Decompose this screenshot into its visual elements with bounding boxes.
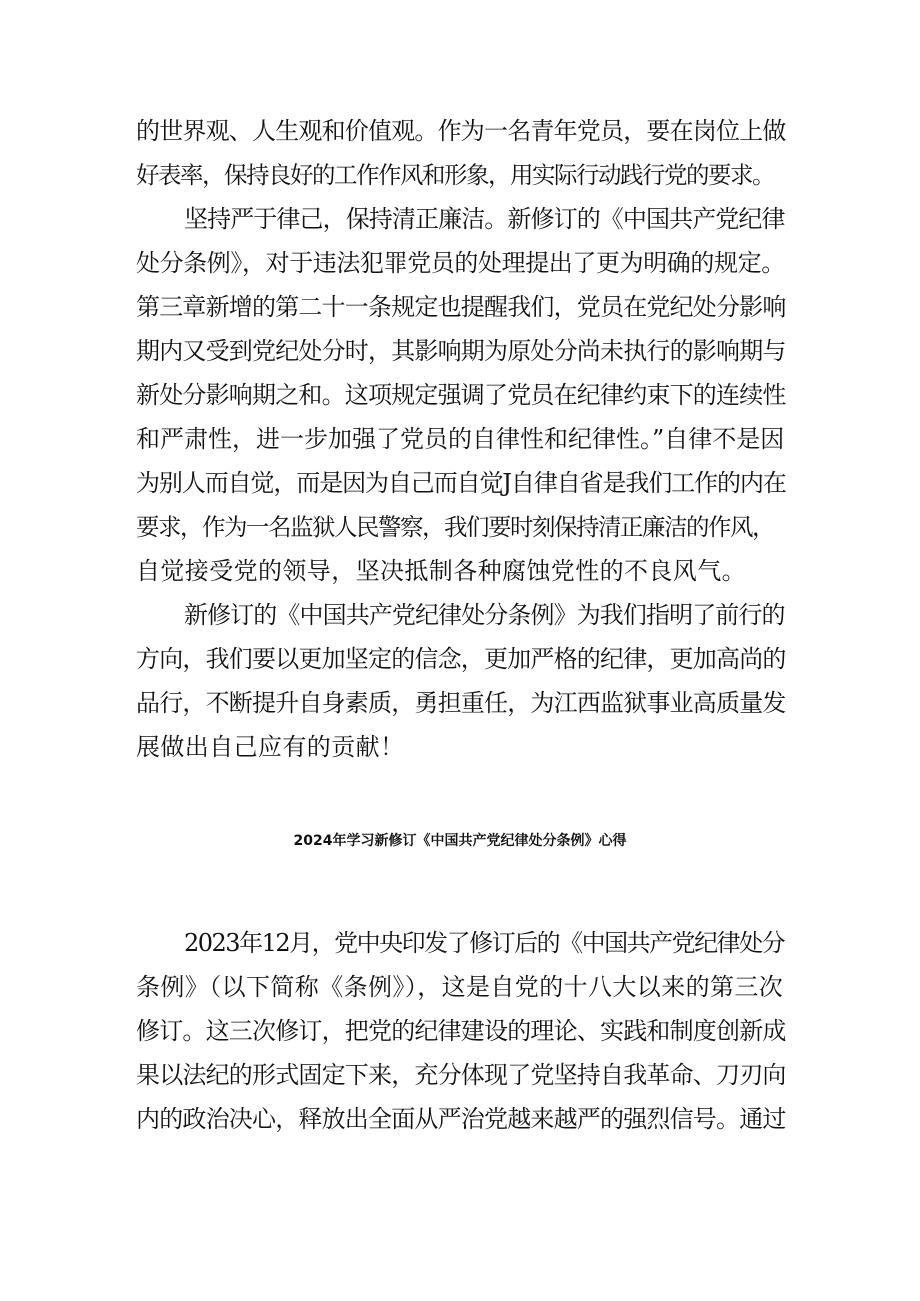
paragraph-line: 第三章新增的第二十一条规定也提醒我们，党员在党纪处分影响 — [136, 293, 786, 321]
paragraph-line: 内的政治决心，释放出全面从严治党越来越严的强烈信号。通过 — [136, 1105, 786, 1133]
paragraph-line: 新修订的《中国共产党纪律处分条例》为我们指明了前行的 — [184, 601, 785, 629]
paragraph-line: 展做出自己应有的贡献！ — [136, 733, 405, 761]
paragraph-line: 新处分影响期之和。这项规定强调了党员在纪律约束下的连续性 — [136, 381, 786, 409]
paragraph-line: 方向，我们要以更加坚定的信念，更加严格的纪律，更加高尚的 — [136, 645, 786, 673]
paragraph-line: 处分条例》，对于违法犯罪党员的处理提出了更为明确的规定。 — [136, 249, 785, 277]
paragraph-line: 果以法纪的形式固定下来，充分体现了党坚持自我革命、刀刃向 — [136, 1061, 786, 1089]
paragraph-line: 的世界观、人生观和价值观。作为一名青年党员，要在岗位上做 — [136, 117, 786, 145]
paragraph-line: 和严肃性，进一步加强了党员的自律性和纪律性。”自律不是因 — [136, 425, 785, 453]
paragraph-line: 2023年12月，党中央印发了修订后的《中国共产党纪律处分 — [184, 929, 785, 957]
paragraph-line: 要求，作为一名监狱人民警察，我们要时刻保持清正廉洁的作风， — [136, 513, 774, 541]
paragraph-line: 期内又受到党纪处分时，其影响期为原处分尚未执行的影响期与 — [136, 337, 786, 365]
paragraph-line: 品行，不断提升自身素质，勇担重任，为江西监狱事业高质量发 — [136, 689, 786, 717]
paragraph-line: 坚持严于律己，保持清正廉洁。新修订的《中国共产党纪律 — [184, 205, 785, 233]
paragraph-line: 条例》（以下简称《条例》），这是自党的十八大以来的第三次 — [136, 973, 784, 1001]
section-title: 2024年学习新修订《中国共产党纪律处分条例》心得 — [293, 833, 627, 849]
paragraph-line: 好表率，保持良好的工作作风和形象，用实际行动践行党的要求。 — [136, 161, 774, 189]
paragraph-line: 修订。这三次修订，把党的纪律建设的理论、实践和制度创新成 — [136, 1017, 786, 1045]
paragraph-line: 为别人而自觉，而是因为自己而自觉J自律自省是我们工作的内在 — [136, 469, 786, 497]
paragraph-line: 自觉接受党的领导，坚决抵制各种腐蚀党性的不良风气。 — [136, 557, 746, 585]
